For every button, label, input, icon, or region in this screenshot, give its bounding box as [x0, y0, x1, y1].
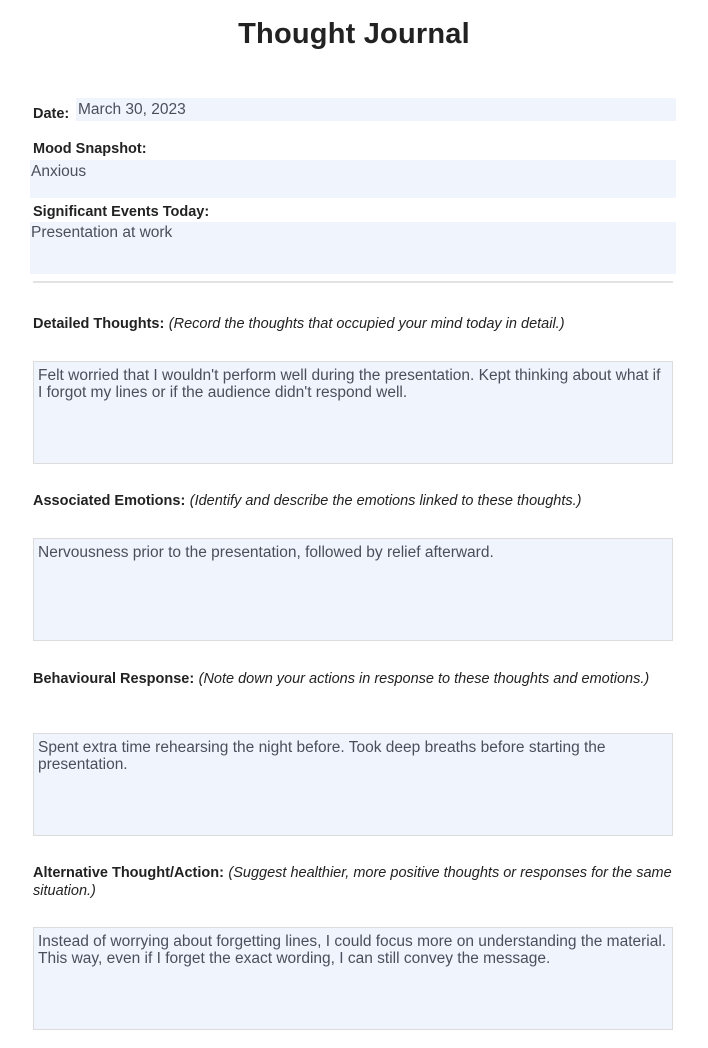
significant-events-label: Significant Events Today:	[33, 204, 210, 220]
page-title: Thought Journal	[238, 18, 470, 50]
significant-events-field[interactable]: Presentation at work	[30, 222, 676, 274]
date-field[interactable]: March 30, 2023	[76, 98, 676, 121]
associated-emotions-textarea[interactable]: Nervousness prior to the presentation, followed by relief afterward.	[33, 538, 673, 641]
alternative-thought-label: Alternative Thought/Action:	[33, 865, 224, 881]
detailed-thoughts-hint: (Record the thoughts that occupied your mind today in detail.)	[168, 316, 565, 332]
detailed-thoughts-textarea[interactable]: Felt worried that I wouldn't perform well during the presentation. Kept thinking about what if I forgot my lines or if the audience didn't respond well.	[33, 361, 673, 464]
mood-snapshot-label: Mood Snapshot:	[33, 141, 147, 157]
date-row	[33, 98, 676, 121]
behavioural-response-label: Behavioural Response:	[33, 671, 195, 687]
behavioural-response-hint: (Note down your actions in response to these thoughts and emotions.)	[198, 671, 650, 687]
alternative-thought-textarea[interactable]: Instead of worrying about forgetting lines, I could focus more on understanding the material. This way, even if I forget the exact wording, I can still convey the message.	[33, 927, 673, 1030]
detailed-thoughts-heading	[33, 315, 673, 333]
behavioural-response-textarea[interactable]: Spent extra time rehearsing the night before. Took deep breaths before starting the presentation.	[33, 733, 673, 836]
associated-emotions-heading	[33, 492, 673, 510]
associated-emotions-hint: (Identify and describe the emotions linked to these thoughts.)	[189, 493, 582, 509]
alternative-thought-heading	[33, 864, 673, 900]
mood-snapshot-field[interactable]: Anxious	[30, 160, 676, 198]
associated-emotions-label: Associated Emotions:	[33, 493, 186, 509]
alternative-thought-hint: (Suggest healthier, more positive thoughts or responses for the same situation.)	[33, 865, 672, 899]
date-label: Date:	[33, 106, 70, 122]
behavioural-response-heading	[33, 670, 673, 688]
section-divider	[33, 281, 673, 283]
detailed-thoughts-label: Detailed Thoughts:	[33, 316, 165, 332]
